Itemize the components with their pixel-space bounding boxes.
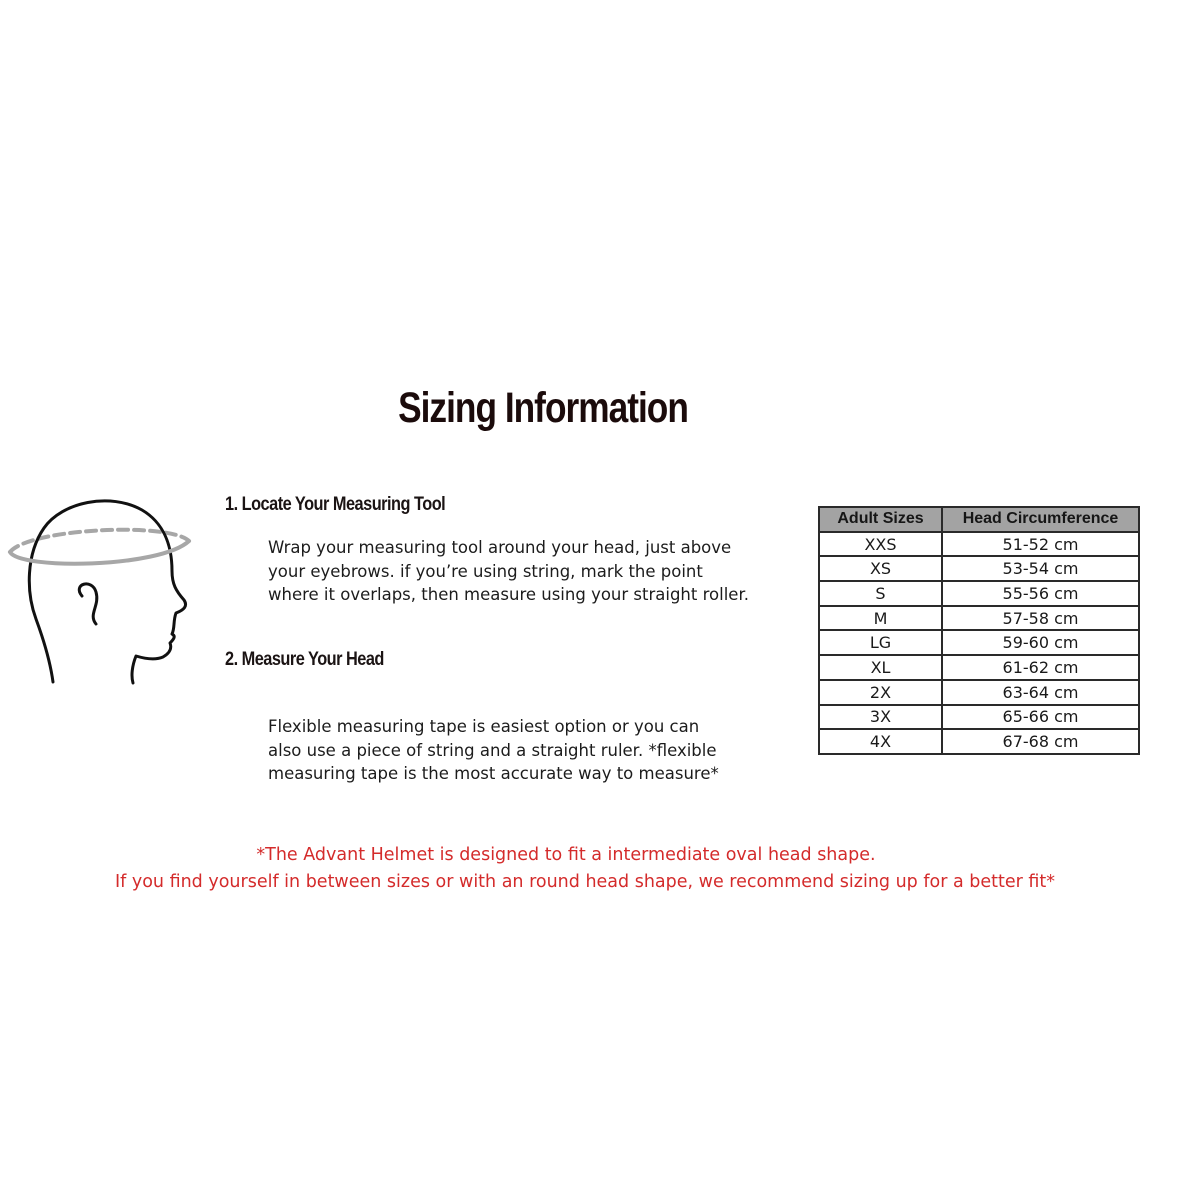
- size-cell: XXS: [819, 532, 942, 557]
- circumference-cell: 57-58 cm: [942, 606, 1139, 631]
- step2-text-line: Flexible measuring tape is easiest option or you can: [268, 717, 700, 736]
- table-row: [819, 729, 1139, 754]
- table-header-row: [819, 507, 1139, 532]
- circumference-cell: 53-54 cm: [942, 556, 1139, 581]
- ear-outline: [79, 584, 97, 624]
- step1-text: [268, 536, 749, 607]
- size-cell: 3X: [819, 705, 942, 730]
- table-row: [819, 630, 1139, 655]
- step2-text: [268, 715, 719, 786]
- step1-text-line: your eyebrows. if you’re using string, mark the point: [268, 561, 703, 581]
- step1-text-line: where it overlaps, then measure using your straight roller.: [268, 585, 749, 604]
- table-row: [819, 606, 1139, 631]
- circumference-cell: 61-62 cm: [942, 655, 1139, 680]
- circumference-cell: 65-66 cm: [942, 705, 1139, 730]
- table-row: [819, 680, 1139, 705]
- head-measuring-illustration: [0, 488, 200, 688]
- circumference-cell: 67-68 cm: [942, 729, 1139, 754]
- size-chart-table: [818, 506, 1140, 755]
- fit-note-line-2: If you find yourself in between sizes or with an round head shape, we recommend sizing up for a better fit*: [114, 872, 1056, 892]
- step2-heading: 2. Measure Your Head: [225, 649, 384, 670]
- circumference-cell: 55-56 cm: [942, 581, 1139, 606]
- table-row: [819, 655, 1139, 680]
- step2-text-line: measuring tape is the most accurate way to measure*: [268, 764, 719, 783]
- page-title: Sizing Information: [398, 384, 688, 432]
- table-row: [819, 705, 1139, 730]
- size-cell: M: [819, 606, 942, 631]
- table-row: [819, 532, 1139, 557]
- step1-text-line: Wrap your measuring tool around your head, just above: [268, 538, 732, 557]
- step2-text-line: also use a piece of string and a straight ruler. *flexible: [268, 740, 717, 760]
- circumference-cell: 59-60 cm: [942, 630, 1139, 655]
- head-profile-icon: [0, 488, 200, 688]
- size-cell: XS: [819, 556, 942, 581]
- fit-note-line-1: *The Advant Helmet is designed to fit a intermediate oval head shape.: [256, 845, 876, 865]
- table-row: [819, 581, 1139, 606]
- circumference-cell: 51-52 cm: [942, 532, 1139, 557]
- table-row: [819, 556, 1139, 581]
- size-cell: 2X: [819, 680, 942, 705]
- size-cell: 4X: [819, 729, 942, 754]
- header-adult-sizes: Adult Sizes: [819, 507, 942, 532]
- circumference-cell: 63-64 cm: [942, 680, 1139, 705]
- header-head-circumference: Head Circumference: [942, 507, 1139, 532]
- size-cell: LG: [819, 630, 942, 655]
- size-cell: S: [819, 581, 942, 606]
- size-cell: XL: [819, 655, 942, 680]
- step1-heading: 1. Locate Your Measuring Tool: [225, 494, 446, 515]
